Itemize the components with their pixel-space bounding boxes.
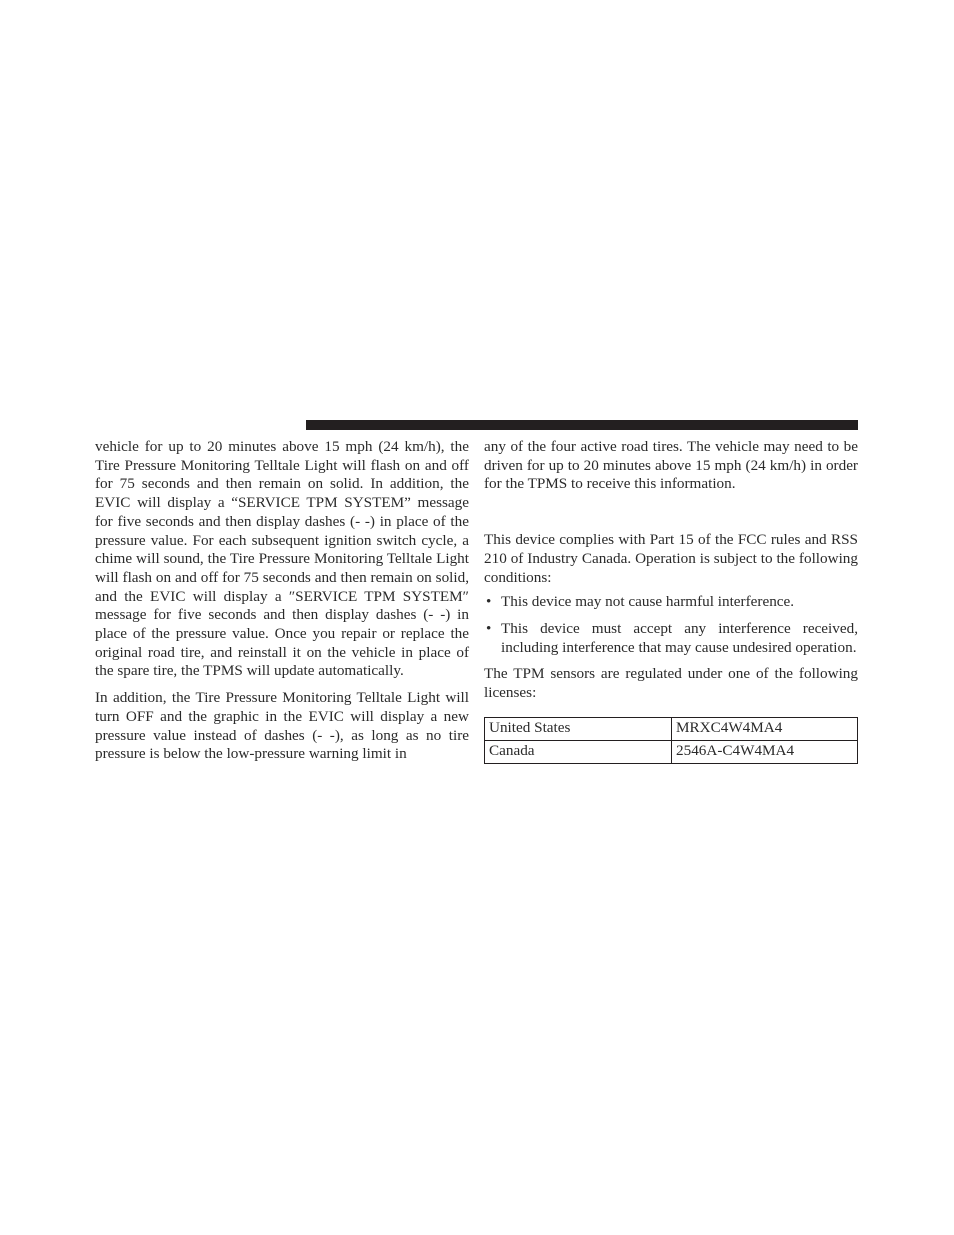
paragraph-continuation: any of the four active road tires. The vehicle may need to be driven for up to 20 minutes above 15 mph (24 km/h) in order for the TPMS to receive this information.: [484, 438, 858, 493]
list-item: • This device must accept any interference received, including interference that may cause undesired operation.: [484, 620, 858, 657]
conditions-list: [484, 593, 858, 657]
table-row: [485, 740, 858, 763]
paragraph-tpms-warning: vehicle for up to 20 minutes above 15 mph (24 km/h), the Tire Pressure Monitoring Telltale Light will flash on and off for 75 seconds and then remain on solid. In addition, the EVIC will display a “SERVICE TPM SYSTEM” message for five seconds and then display dashes (- -) in place of the pressure value. For each subsequent ignition switch cycle, a chime will sound, the Tire Pressure Monitoring Telltale Light will flash on and off for 75 seconds and then remain on solid, and the EVIC will display a ″SERVICE TPM SYSTEM″ message for five seconds and then display dashes (- -) in place of the pressure value. Once you repair or replace the original road tire, and reinstall it on the vehicle in place of the spare tire, the TPMS will update automatically.: [95, 438, 469, 680]
paragraph-telltale-off: In addition, the Tire Pressure Monitoring Telltale Light will turn OFF and the graphic in the EVIC will display a new pressure value instead of dashes (- -), as long as no tire pressure is below the low-pressure warning limit in: [95, 689, 469, 763]
license-id-cell: 2546A-C4W4MA4: [672, 740, 858, 763]
license-region-cell: United States: [485, 717, 672, 740]
licenses-table: [484, 717, 858, 764]
license-id-cell: MRXC4W4MA4: [672, 717, 858, 740]
right-column: [484, 438, 858, 764]
left-column: [95, 438, 469, 764]
header-bar: [306, 420, 858, 430]
paragraph-fcc-compliance: This device complies with Part 15 of the FCC rules and RSS 210 of Industry Canada. Operation is subject to the following conditions:: [484, 531, 858, 586]
list-item: • This device may not cause harmful interference.: [484, 593, 858, 612]
paragraph-tpm-licenses: The TPM sensors are regulated under one of the following licenses:: [484, 665, 858, 702]
license-region-cell: Canada: [485, 740, 672, 763]
table-row: [485, 717, 858, 740]
